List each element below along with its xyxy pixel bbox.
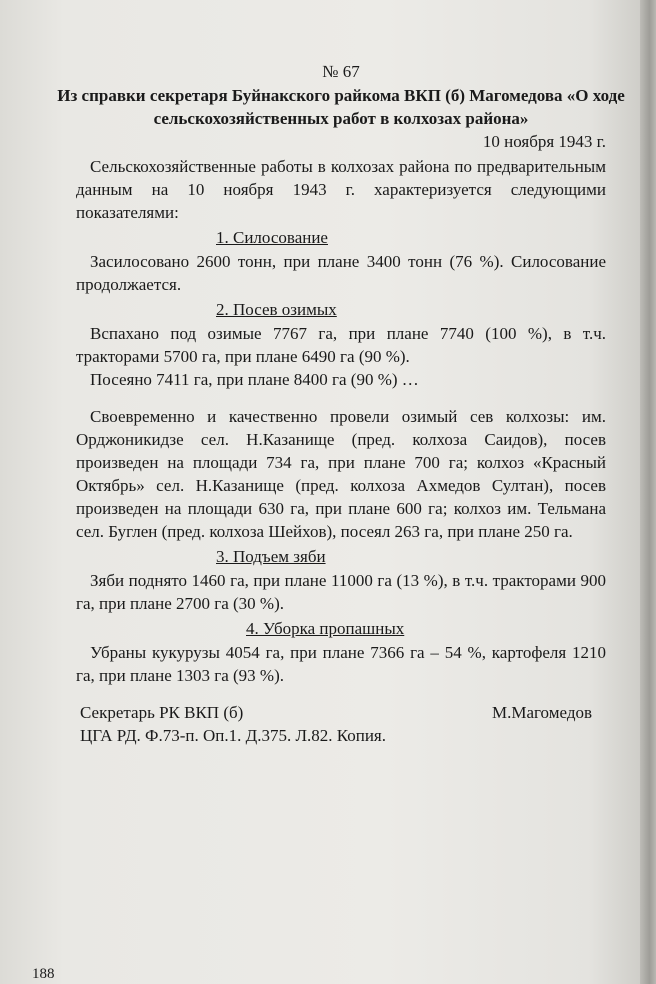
signature-position: Секретарь РК ВКП (б) [80, 703, 244, 722]
document-body [57, 60, 625, 747]
signature-name: М.Магомедов [491, 703, 592, 722]
section-heading-silage: 1. Силосование [216, 228, 328, 247]
document-title: Из справки секретаря Буйнакского райкома ВКП (б) Магомедова «О ходе сельскохозяйственных работ в колхозах района» [57, 86, 625, 128]
section-heading-fall-plowing: 3. Подъем зяби [216, 547, 326, 566]
quality-paragraph: Своевременно и качественно провели озимый сев колхозы: им. Орджоникидзе сел. Н.Казанище (пред. колхоза Саидов), посев произведен на площади 734 га, при плане 700 га; колхоз «Красный Октябрь» сел. Н.Казанище (пред. колхоза Ахмедов Султан), посев произведен на площади 630 га, при плане 600 га; колхоз им. Тельмана сел. Буглен (пред. колхоза Шейхов), посеял 263 га, при плане 250 га. [76, 407, 606, 541]
section-heading-row-crops: 4. Уборка пропашных [246, 619, 405, 638]
intro-paragraph: Сельскохозяйственные работы в колхозах района по предварительным данным на 10 ноября 1943 г. характеризуется следующими показателями: [76, 157, 606, 222]
archive-reference: ЦГА РД. Ф.73-п. Оп.1. Д.375. Л.82. Копия. [80, 726, 386, 745]
section-paragraph-row-crops: Убраны кукурузы 4054 га, при плане 7366 га – 54 %, картофеля 1210 га, при плане 1303 га (93 %). [76, 643, 606, 685]
signature-row [76, 701, 606, 724]
section-paragraph-silage: Засилосовано 2600 тонн, при плане 3400 тонн (76 %). Силосование продолжается. [76, 252, 606, 294]
section-paragraph-sown: Посеяно 7411 га, при плане 8400 га (90 %) … [90, 370, 419, 389]
page-edge-shadow [640, 0, 656, 984]
document-date: 10 ноября 1943 г. [482, 132, 606, 151]
section-heading-winter-sowing: 2. Посев озимых [216, 300, 337, 319]
paragraph-gap [76, 391, 606, 405]
section-paragraph-fall-plowing: Зяби поднято 1460 га, при плане 11000 га (13 %), в т.ч. тракторами 900 га, при плане 2700 га (30 %). [76, 571, 606, 613]
page-number: 188 [32, 966, 55, 982]
document-number: № 67 [322, 62, 360, 81]
section-paragraph-plowing: Вспахано под озимые 7767 га, при плане 7740 (100 %), в т.ч. тракторами 5700 га, при плане 6490 га (90 %). [76, 324, 606, 366]
